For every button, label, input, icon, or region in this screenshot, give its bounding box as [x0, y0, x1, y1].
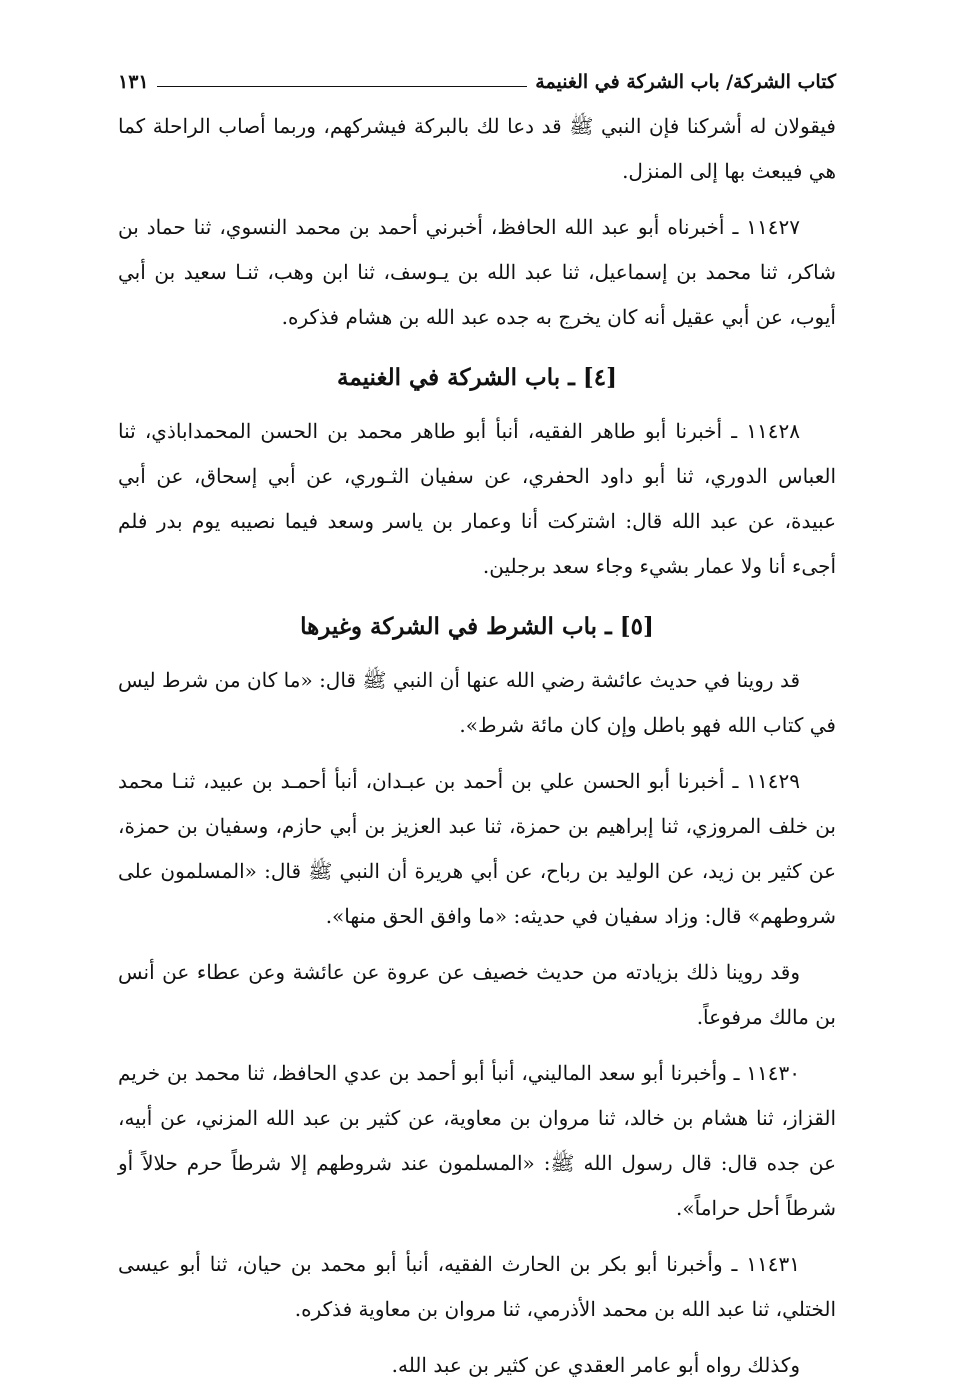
- page-number: ١٣١: [118, 71, 149, 93]
- running-header: [118, 62, 836, 102]
- hadith-11430: ١١٤٣٠ ـ وأخبرنا أبو سعد الماليني، أنبأ أبو أحمد بن عدي الحافظ، ثنا محمد بن خريم القزاز، ثنا هشام بن خالد، ثنا مروان بن معاوية، عن كثير بن عبد الله المزني، عن أبيه، عن جده قال: قال رسول الله ﷺ: «المسلمون عند شروطهم إلا شرطاً حرم حلالاً أو شرطاً أحل حراماً».: [118, 1061, 836, 1220]
- section-heading-4: [٤] ـ باب الشركة في الغنيمة: [336, 364, 618, 391]
- hadith-11427: ١١٤٢٧ ـ أخبرناه أبو عبد الله الحافظ، أخبرني أحمد بن محمد النسوي، ثنا حماد بن شاكر، ثنا محمد بن إسماعيل، ثنا عبد الله بن يـوسف، ثنا ابن وهب، ثنـا سعيد بن أبي أيوب، عن أبي عقيل أنه كان يخرج به جده عبد الله بن هشام فذكره.: [118, 215, 836, 329]
- paragraph-continuation: فيقولان له أشركنا فإن النبي ﷺ قد دعا لك بالبركة فيشركهم، وربما أصاب الراحلة كما هي فيبعث بها إلى المنزل.: [118, 114, 836, 183]
- header-title: كتاب الشركة/ باب الشركة في الغنيمة: [535, 71, 836, 93]
- hadith-11429: ١١٤٢٩ ـ أخبرنا أبو الحسن علي بن أحمد بن عبـدان، أنبأ أحمـد بن عبيد، ثنـا محمد بن خلف المروزي، ثنا إبراهيم بن حمزة، ثنا عبد العزيز بن أبي حازم، وسفيان بن حمزة، عن كثير بن زيد، عن الوليد بن رباح، عن أبي هريرة أن النبي ﷺ قال: «المسلمون على شروطهم» قال: وزاد سفيان في حديثه: «ما وافق الحق منها».: [118, 769, 836, 928]
- paragraph-aisha-hadith: قد روينا في حديث عائشة رضي الله عنها أن النبي ﷺ قال: «ما كان من شرط ليس في كتاب الله فهو باطل وإن كان مائة شرط».: [118, 668, 836, 737]
- hadith-11428: ١١٤٢٨ ـ أخبرنا أبو طاهر الفقيه، أنبأ أبو طاهر محمد بن الحسن المحمداباذي، ثنا العباس الدوري، ثنا أبو داود الحفري، عن سفيان الثـوري، عن أبي إسحاق، عن أبي عبيدة، عن عبد الله قال: اشتركت أنا وعمار بن ياسر وسعد فيما نصيبه يوم بدر فلم أجىء أنا ولا عمار بشيء وجاء سعد برجلين.: [118, 419, 837, 578]
- section-heading-5: [٥] ـ باب الشرط في الشركة وغيرها: [300, 613, 654, 640]
- header-rule: [157, 86, 528, 87]
- paragraph-aqadi-narration: وكذلك رواه أبو عامر العقدي عن كثير بن عبد الله.: [391, 1353, 800, 1377]
- hadith-11431: ١١٤٣١ ـ وأخبرنا أبو بكر بن الحارث الفقيه، أنبأ أبو محمد بن حيان، ثنا أبو عيسى الختلي، ثنا عبد الله بن محمد الأذرمي، ثنا مروان بن معاوية فذكره.: [118, 1252, 836, 1321]
- book-page: [118, 62, 836, 1388]
- paragraph-khusaif-narration: وقد روينا ذلك بزيادته من حديث خصيف عن عروة عن عائشة وعن عطاء عن أنس بن مالك مرفوعاً.: [118, 960, 836, 1029]
